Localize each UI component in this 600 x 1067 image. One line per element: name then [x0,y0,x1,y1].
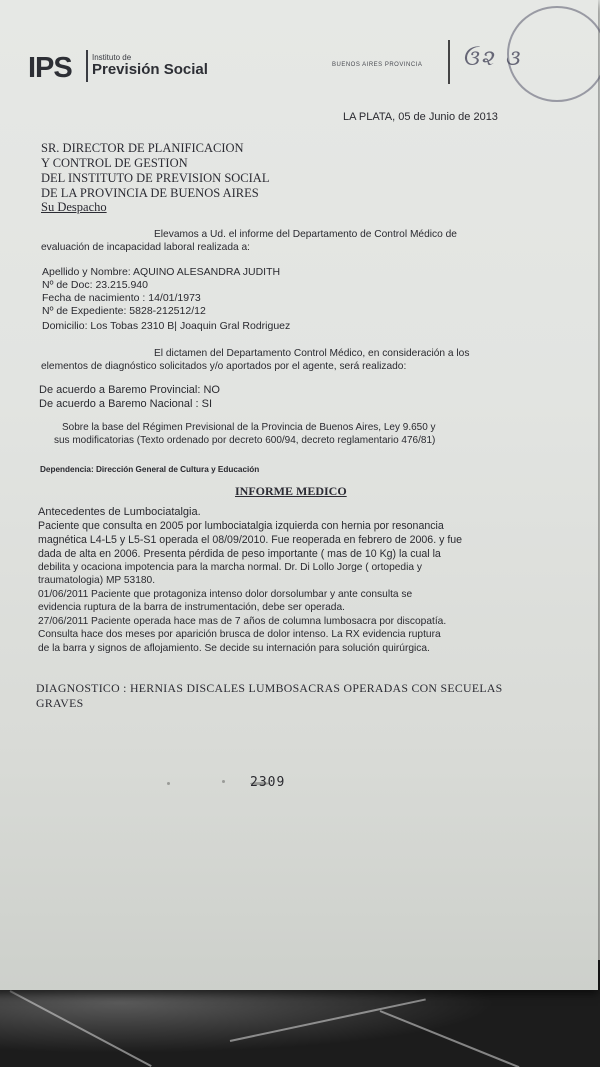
report-title: INFORME MEDICO [235,484,347,498]
logo-name: Previsión Social [92,61,208,78]
report-line: 27/06/2011 Paciente operada hace mas de 7 años de columna lumbosacra por discopatía. [38,616,447,627]
ips-logo: IPS [28,52,72,84]
report-line: dada de alta en 2006. Presenta pérdida de peso importante ( mas de 10 Kg) la cual la [38,548,441,560]
ink-smudge [250,782,270,785]
diagnostico-line: DIAGNOSTICO : HERNIAS DISCALES LUMBOSACRAS OPERADAS CON SECUELAS [36,681,503,695]
patient-name: Apellido y Nombre: AQUINO ALESANDRA JUDITH [42,266,281,278]
patient-birth: Fecha de nacimiento : 14/01/1973 [42,292,201,304]
document-number: 2309 [250,775,286,790]
logo-divider [86,50,88,82]
report-line: Paciente que consulta en 2005 por lumbociatalgia izquierda con hernia por resonancia [38,520,444,532]
ink-smudge [222,780,225,783]
addressee-line: SR. DIRECTOR DE PLANIFICACION [41,141,244,155]
marble-vein [380,1010,520,1067]
regimen-line: sus modificatorias (Texto ordenado por decreto 600/94, decreto reglamentario 476/81) [54,435,436,446]
dependencia: Dependencia: Dirección General de Cultura y Educación [40,465,260,474]
addressee-line: DE LA PROVINCIA DE BUENOS AIRES [41,186,259,200]
addressee-line: Y CONTROL DE GESTION [41,156,188,170]
report-line: de la barra y signos de aflojamiento. Se decide su internación para solución quirúrgica. [38,643,430,654]
patient-address: Domicilio: Los Tobas 2310 B| Joaquin Gral Rodriguez [42,320,291,332]
addressee-line: DEL INSTITUTO DE PREVISION SOCIAL [41,171,270,185]
report-line: evidencia ruptura de la barra de instrumentación, debe ser operada. [38,602,345,613]
patient-doc: Nº de Doc: 23.215.940 [42,279,148,291]
patient-file: Nº de Expediente: 5828-212512/12 [42,305,206,317]
logo-institute: Instituto de [92,53,132,62]
report-line: 01/06/2011 Paciente que protagoniza intenso dolor dorsolumbar y ante consulta se [38,589,413,600]
stamp-mark [448,40,450,84]
dictamen-line: El dictamen del Departamento Control Médico, en consideración a los [154,348,470,359]
handwritten-mark: ઉ૨ ૩ [462,46,522,71]
intro-line: evaluación de incapacidad laboral realizada a: [41,242,250,253]
marble-vein [10,990,152,1067]
report-line: magnética L4-L5 y L5-S1 operada el 08/09/2010. Fue reoperada en febrero de 2006. y fue [38,534,463,546]
diagnostico-line: GRAVES [36,696,84,710]
dictamen-line: elementos de diagnóstico solicitados y/o aportados por el agente, será realizado: [41,361,407,372]
regimen-line: Sobre la base del Régimen Previsional de la Provincia de Buenos Aires, Ley 9.650 y [62,422,436,433]
government-label: BUENOS AIRES PROVINCIA [332,62,423,68]
baremo-provincial: De acuerdo a Baremo Provincial: NO [39,384,220,396]
report-line: debilita y ocaciona impotencia para la marcha normal. Dr. Di Lollo Jorge ( ortopedia y [38,562,422,573]
marble-vein [230,998,426,1042]
ink-smudge [167,782,170,785]
report-line: traumatologia) MP 53180. [38,575,156,586]
report-line: Consulta hace dos meses por aparición brusca de dolor intenso. La RX evidencia ruptura [38,629,441,640]
date-line: LA PLATA, 05 de Junio de 2013 [343,111,498,123]
intro-line: Elevamos a Ud. el informe del Departamento de Control Médico de [154,229,457,240]
baremo-nacional: De acuerdo a Baremo Nacional : SI [39,398,213,410]
su-despacho: Su Despacho [41,200,107,214]
report-line: Antecedentes de Lumbociatalgia. [38,506,201,518]
